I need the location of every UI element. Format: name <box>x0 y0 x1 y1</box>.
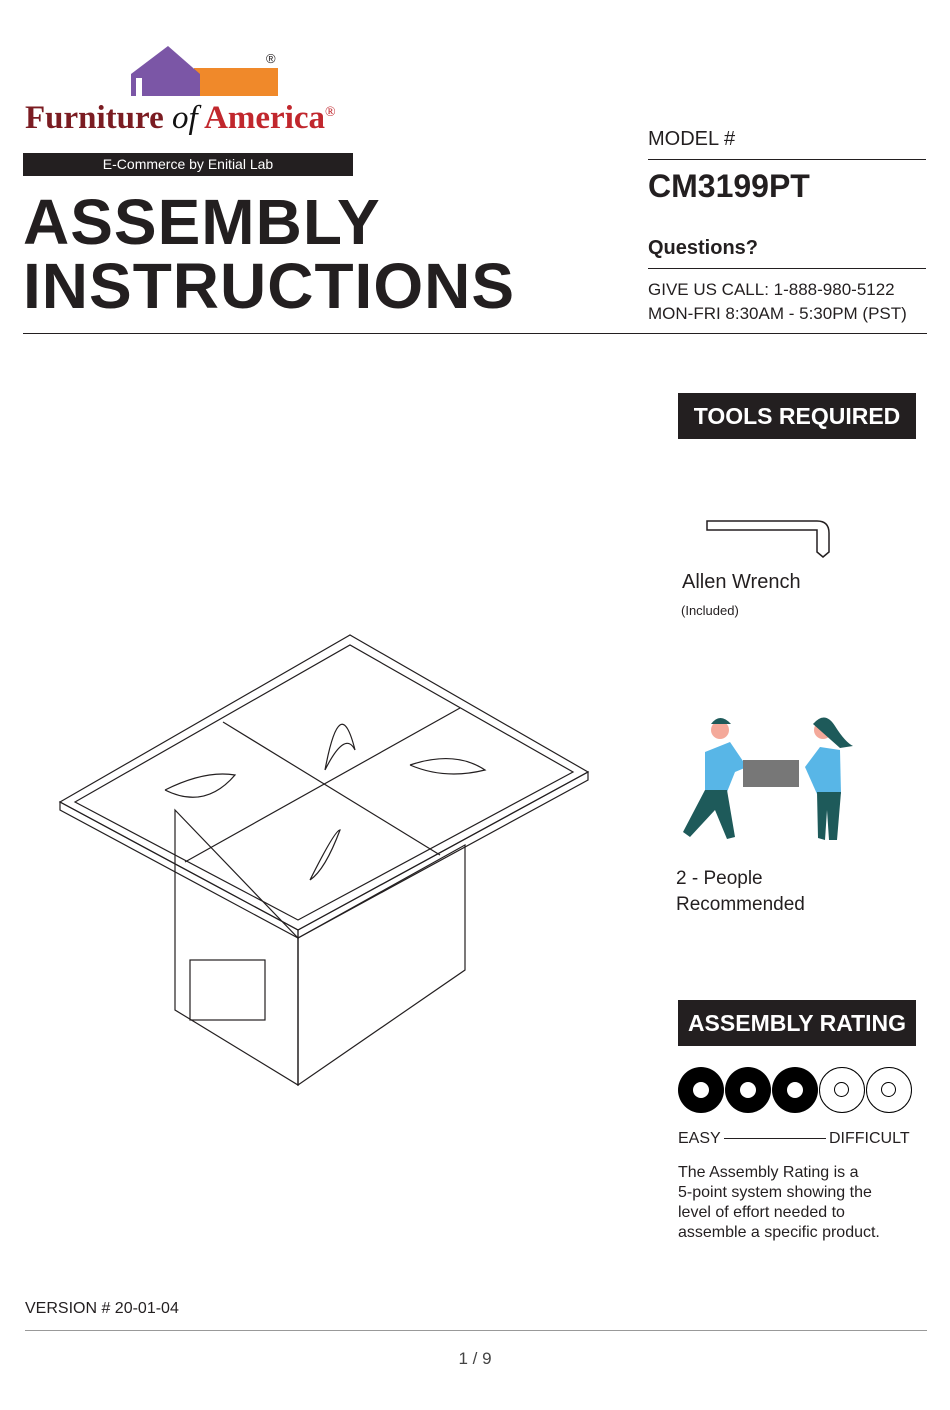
tool-note: (Included) <box>681 603 739 618</box>
version: VERSION # 20-01-04 <box>25 1300 179 1317</box>
questions-heading: Questions? <box>648 237 759 259</box>
difficult-label: DIFFICULT <box>829 1130 910 1147</box>
page-number: 1 / 9 <box>458 1349 492 1368</box>
rating-dot-empty <box>819 1067 865 1113</box>
people-recommendation: 2 - People Recommended <box>676 868 805 915</box>
allen-wrench-icon <box>705 518 835 560</box>
rating-dot-filled <box>725 1067 771 1113</box>
tagline-bar: E-Commerce by Enitial Lab <box>23 153 353 176</box>
tool-name: Allen Wrench <box>682 571 801 593</box>
rating-description: The Assembly Rating is a 5-point system showing the level of effort needed to assemble a specific product. <box>678 1164 880 1241</box>
page-title: ASSEMBLY INSTRUCTIONS <box>23 186 515 322</box>
assembly-rating-header: ASSEMBLY RATING <box>678 1000 916 1046</box>
easy-label: EASY <box>678 1130 721 1147</box>
model-number: CM3199PT <box>648 168 810 204</box>
hours: MON-FRI 8:30AM - 5:30PM (PST) <box>648 304 907 323</box>
rating-dot-filled <box>678 1067 724 1113</box>
rating-dot-filled <box>772 1067 818 1113</box>
house-logo-icon <box>128 44 283 99</box>
rating-dots <box>678 1067 918 1115</box>
tools-required-header: TOOLS REQUIRED <box>678 393 916 439</box>
table-illustration <box>55 630 595 1100</box>
two-people-icon <box>675 712 865 852</box>
model-label: MODEL # <box>648 128 736 150</box>
registered-mark: ® <box>266 51 276 66</box>
brand-name: Furniture of America® <box>25 100 336 136</box>
phone: GIVE US CALL: 1-888-980-5122 <box>648 280 895 299</box>
rating-dot-empty <box>866 1067 912 1113</box>
